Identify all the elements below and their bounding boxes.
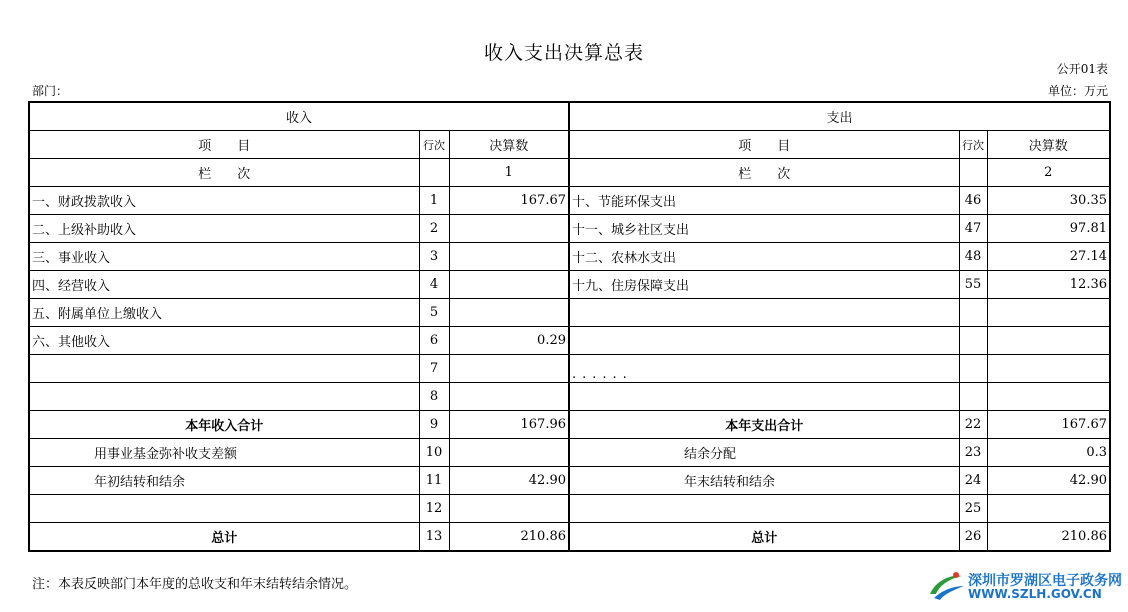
expense-line-header: 行次 (959, 131, 987, 159)
expense-item (569, 327, 959, 355)
carryover-row (29, 467, 1110, 495)
expense-line (959, 327, 987, 355)
blank-row (29, 495, 1110, 523)
site-logo[interactable] (926, 568, 1126, 604)
income-item: 四、经营收入 (29, 271, 419, 299)
income-item: 三、事业收入 (29, 243, 419, 271)
income-amount (449, 299, 569, 327)
income-item-header: 项 目 (29, 131, 419, 159)
expense-amount-header: 决算数 (987, 131, 1110, 159)
expense-item: 十九、住房保障支出 (569, 271, 959, 299)
expense-line-blank (959, 159, 987, 187)
income-column-label: 栏 次 (29, 159, 419, 187)
expense-ellipsis: ...... (569, 355, 959, 383)
expense-line: 48 (959, 243, 987, 271)
income-amount (449, 439, 569, 467)
expense-line: 26 (959, 523, 987, 552)
expense-line (959, 299, 987, 327)
expense-column-label: 栏 次 (569, 159, 959, 187)
income-amount-header: 决算数 (449, 131, 569, 159)
expense-year-total-amount: 167.67 (987, 411, 1110, 439)
income-line: 1 (419, 187, 449, 215)
income-amount: 167.67 (449, 187, 569, 215)
table-row (29, 327, 1110, 355)
year-total-row (29, 411, 1110, 439)
expense-amount (987, 495, 1110, 523)
expense-item: 结余分配 (569, 439, 959, 467)
income-line-blank (419, 159, 449, 187)
income-amount: 0.29 (449, 327, 569, 355)
expense-line: 25 (959, 495, 987, 523)
logo-name-en: WWW.SZLH.GOV.CN (968, 587, 1102, 601)
fund-row (29, 439, 1110, 467)
table-row (29, 299, 1110, 327)
income-line: 8 (419, 383, 449, 411)
expense-item (569, 495, 959, 523)
expense-item: 十一、城乡社区支出 (569, 215, 959, 243)
income-item: 一、财政拨款收入 (29, 187, 419, 215)
expense-item: 十、节能环保支出 (569, 187, 959, 215)
income-item: 六、其他收入 (29, 327, 419, 355)
expense-item (569, 299, 959, 327)
income-amount (449, 383, 569, 411)
income-line: 5 (419, 299, 449, 327)
income-amount (449, 355, 569, 383)
income-line: 12 (419, 495, 449, 523)
table-row (29, 355, 1110, 383)
income-column-number: 1 (449, 159, 569, 187)
table-row (29, 271, 1110, 299)
income-amount (449, 215, 569, 243)
expense-line: 23 (959, 439, 987, 467)
income-line: 3 (419, 243, 449, 271)
income-line-header: 行次 (419, 131, 449, 159)
income-item: 用事业基金弥补收支差额 (29, 439, 419, 467)
income-line: 2 (419, 215, 449, 243)
expense-line: 24 (959, 467, 987, 495)
income-grand-total-label: 总计 (29, 523, 419, 552)
income-amount (449, 243, 569, 271)
szlh-logo-icon (926, 568, 966, 604)
expense-amount (987, 299, 1110, 327)
page-title: 收入支出决算总表 (483, 42, 644, 64)
expense-grand-total-label: 总计 (569, 523, 959, 552)
expense-amount: 0.3 (987, 439, 1110, 467)
income-item (29, 495, 419, 523)
expense-item: 十二、农林水支出 (569, 243, 959, 271)
expense-section-header: 支出 (569, 102, 1110, 131)
expense-amount: 12.36 (987, 271, 1110, 299)
expense-item-header: 项 目 (569, 131, 959, 159)
income-amount (449, 495, 569, 523)
expense-item: 年末结转和结余 (569, 467, 959, 495)
expense-grand-total-amount: 210.86 (987, 523, 1110, 552)
income-item (29, 355, 419, 383)
expense-amount (987, 327, 1110, 355)
logo-name-cn: 深圳市罗湖区电子政务网 (968, 573, 1122, 589)
income-amount (449, 271, 569, 299)
income-grand-total-amount: 210.86 (449, 523, 569, 552)
income-amount: 42.90 (449, 467, 569, 495)
form-number: 公开01表 (1056, 62, 1108, 76)
income-item: 五、附属单位上缴收入 (29, 299, 419, 327)
unit-label: 单位：万元 (1047, 84, 1108, 98)
income-line: 11 (419, 467, 449, 495)
expense-column-number: 2 (987, 159, 1110, 187)
expense-amount: 97.81 (987, 215, 1110, 243)
income-line: 9 (419, 411, 449, 439)
table-row (29, 187, 1110, 215)
income-item: 二、上级补助收入 (29, 215, 419, 243)
income-year-total-label: 本年收入合计 (29, 411, 419, 439)
income-line: 13 (419, 523, 449, 552)
expense-amount: 42.90 (987, 467, 1110, 495)
income-item (29, 383, 419, 411)
expense-amount (987, 355, 1110, 383)
expense-line: 47 (959, 215, 987, 243)
expense-amount (987, 383, 1110, 411)
expense-line (959, 383, 987, 411)
expense-year-total-label: 本年支出合计 (569, 411, 959, 439)
income-expense-table (28, 101, 1111, 552)
expense-amount: 30.35 (987, 187, 1110, 215)
table-row (29, 243, 1110, 271)
table-row (29, 215, 1110, 243)
income-line: 6 (419, 327, 449, 355)
expense-line: 55 (959, 271, 987, 299)
expense-line (959, 355, 987, 383)
income-line: 4 (419, 271, 449, 299)
expense-line: 22 (959, 411, 987, 439)
department-label: 部门： (32, 84, 69, 98)
expense-item (569, 383, 959, 411)
expense-line: 46 (959, 187, 987, 215)
table-note: 注：本表反映部门本年度的总收支和年末结转结余情况。 (32, 577, 358, 592)
income-line: 10 (419, 439, 449, 467)
income-section-header: 收入 (29, 102, 569, 131)
expense-amount: 27.14 (987, 243, 1110, 271)
income-line: 7 (419, 355, 449, 383)
income-item: 年初结转和结余 (29, 467, 419, 495)
table-row (29, 383, 1110, 411)
grand-total-row (29, 523, 1110, 552)
income-year-total-amount: 167.96 (449, 411, 569, 439)
